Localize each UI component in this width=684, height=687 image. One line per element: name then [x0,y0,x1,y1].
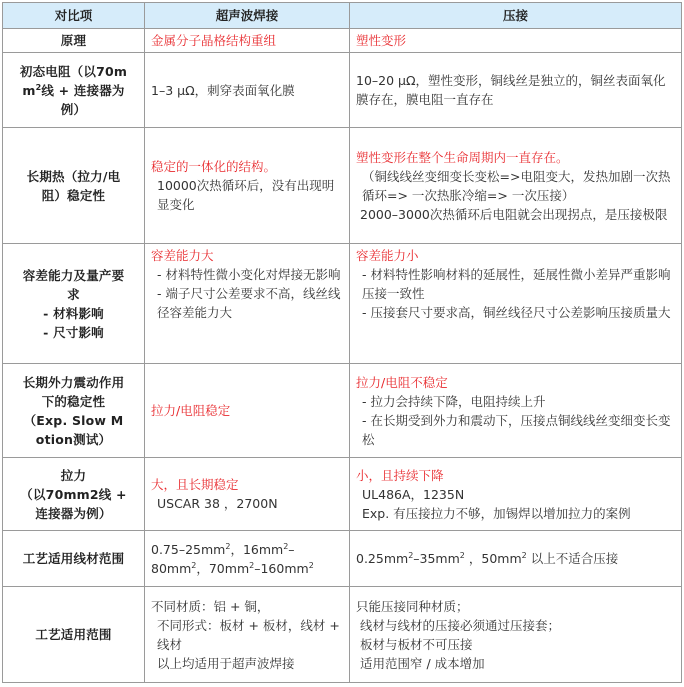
crimping-process-scope: 只能压接同种材质； 线材与线材的压接必须通过压接套； 板材与板材不可压接 适用范围窄 / 成本增加 [350,587,682,683]
row-label-wire-range: 工艺适用线材范围 [3,531,145,587]
ultrasonic-tolerance: 容差能力大 - 材料特性微小变化对焊接无影响 - 端子尺寸公差要求不高，线丝线径容差能力大 [145,244,350,364]
row-tolerance [3,244,682,364]
ultrasonic-vibration-stability: 拉力/电阻稳定 [145,364,350,458]
header-compare-item: 对比项 [3,3,145,29]
crimping-vibration-stability: 拉力/电阻不稳定 - 拉力会持续下降，电阻持续上升 - 在长期受到外力和震动下，压接点铜线线丝变细变长变松 [350,364,682,458]
header-ultrasonic-welding: 超声波焊接 [145,3,350,29]
crimping-wire-range: $0.25mm^2-35mm^2$ ，$50mm^2$ 以上不适合压接 [350,531,682,587]
ultrasonic-wire-range: $0.75-25mm^2$，$16mm^2-80mm^2$，$70mm^2-160mm^2$ [145,531,350,587]
row-label-process-scope: 工艺适用范围 [3,587,145,683]
header-row [3,3,682,29]
row-label-vibration-stability: 长期外力震动作用 下的稳定性 （Exp. Slow M otion测试） [3,364,145,458]
row-wire-range [3,531,682,587]
row-label-tolerance: 容差能力及量产要 求 - 材料影响 - 尺寸影响 [3,244,145,364]
ultrasonic-initial-resistance: 1–3 μΩ，刺穿表面氧化膜 [145,53,350,128]
ultrasonic-thermal-stability: 稳定的一体化的结构。 10000次热循环后，没有出现明显变化 [145,128,350,244]
row-label-thermal-stability: 长期热（拉力/电 阻）稳定性 [3,128,145,244]
row-thermal-stability [3,128,682,244]
row-vibration-stability [3,364,682,458]
row-initial-resistance [3,53,682,128]
ultrasonic-process-scope: 不同材质：铝 + 铜， 不同形式：板材 + 板材，线材 + 线材 以上均适用于超声波焊接 [145,587,350,683]
row-label-tensile: 拉力 （以70mm2线 + 连接器为例） [3,458,145,531]
ultrasonic-principle: 金属分子晶格结构重组 [145,29,350,53]
row-process-scope [3,587,682,683]
crimping-tolerance: 容差能力小 - 材料特性影响材料的延展性，延展性微小差异严重影响压接一致性 - 压接套尺寸要求高，铜丝线径尺寸公差影响压接质量大 [350,244,682,364]
header-crimping: 压接 [350,3,682,29]
crimping-tensile: 小，且持续下降 UL486A，1235N Exp. 有压接拉力不够，加锡焊以增加拉力的案例 [350,458,682,531]
ultrasonic-tensile: 大，且长期稳定 USCAR 38 ，2700N [145,458,350,531]
row-label-principle: 原理 [3,29,145,53]
crimping-initial-resistance: 10–20 μΩ，塑性变形，铜线丝是独立的，铜丝表面氧化膜存在，膜电阻一直存在 [350,53,682,128]
row-principle [3,29,682,53]
crimping-thermal-stability: 塑性变形在整个生命周期内一直存在。 （铜线线丝变细变长变松=>电阻变大，发热加剧一次热循环=> 一次热胀冷缩=> 一次压接） 2000–3000次热循环后电阻就会出现拐点，是压接极限 [350,128,682,244]
row-label-initial-resistance: 初态电阻（以70m $m^2$线 + 连接器为 例） [3,53,145,128]
comparison-table [2,2,682,683]
crimping-principle: 塑性变形 [350,29,682,53]
row-tensile [3,458,682,531]
